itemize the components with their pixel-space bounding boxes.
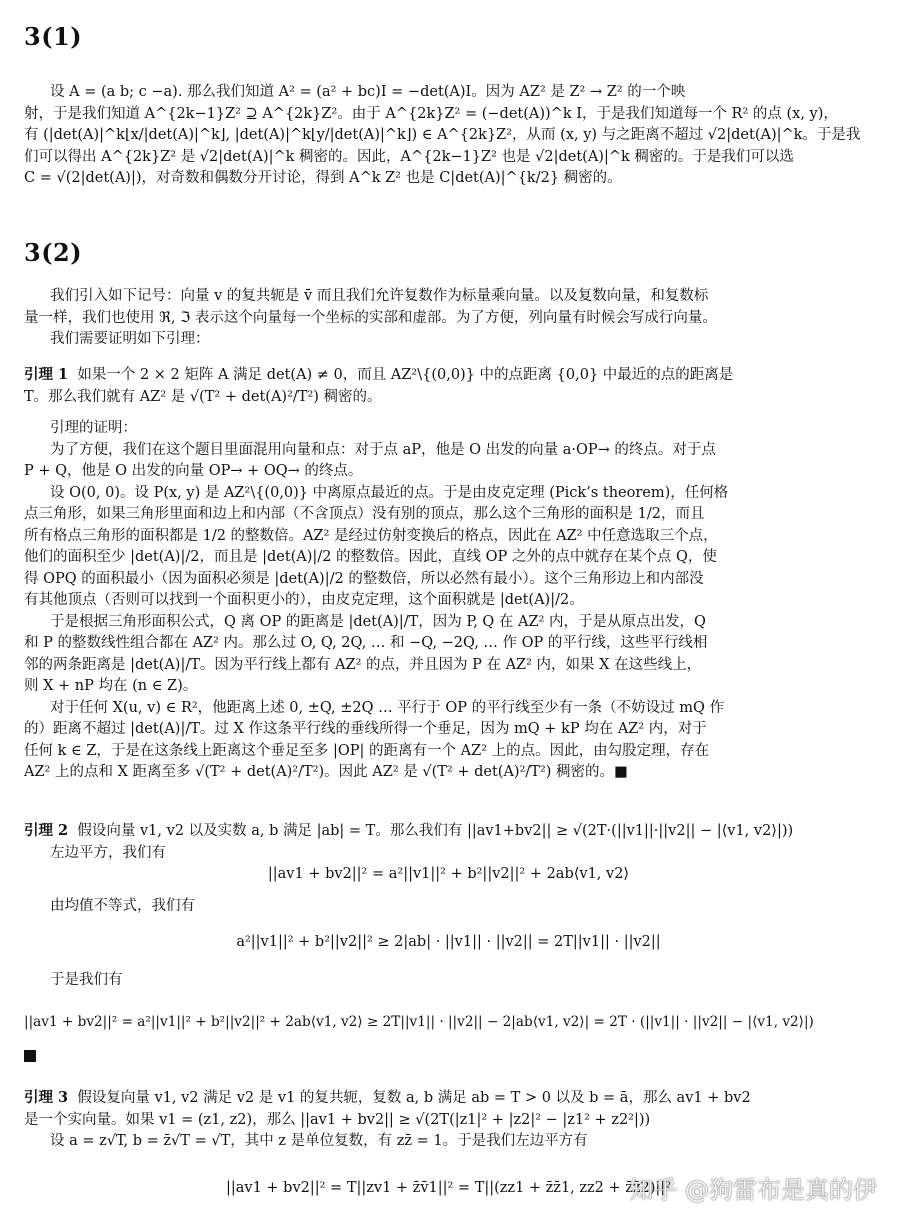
text-line: 他们的面积至少 |det(A)|/2，而且是 |det(A)|/2 的整数倍。因此，直线 OP 之外的点中就存在某个点 Q，使 [24, 549, 717, 565]
text-line: AZ² 上的点和 X 距离至多 √(T² + det(A)²/T²)。因此 AZ² 是 √(T² + det(A)²/T²) 稠密的。■ [24, 764, 628, 780]
lemma-1-proof [24, 418, 873, 784]
text-line: 则 X + nP 均在 (n ∈ Z)。 [24, 678, 198, 694]
text-line: 左边平方，我们有 [50, 844, 166, 861]
text-line: 对于任何 X(u, v) ∈ R²，他距离上述 0, ±Q, ±2Q … 平行于 OP 的平行线至少有一条（不妨设过 mQ 作 [50, 699, 724, 716]
text-line [24, 364, 873, 387]
lemma-2-label: 引理 2 [24, 822, 69, 839]
lemma-2-equation-2: a²||v1||² + b²||v2||² ≥ 2|ab| · ||v1|| · ||v2|| = 2T||v1|| · ||v2|| [236, 934, 661, 950]
text-line: 和 P 的整数线性组合都在 AZ² 内。那么过 O, Q, 2Q, … 和 −Q, −2Q, … 作 OP 的平行线，这些平行线相 [24, 635, 708, 651]
section-heading-3-1: 3(1) [24, 22, 83, 51]
watermark: 知乎 @狗雷布是真的伊 [629, 1176, 877, 1204]
text-line [24, 820, 873, 843]
text-fragment: 假设向量 v1, v2 以及实数 a, b 满足 |ab| = T。那么我们有 ||av1+bv2|| ≥ √(2T·(||v1||·||v2|| − |⟨v1, v2⟩|)) [77, 823, 794, 839]
text-line: 得 OPQ 的面积最小（因为面积必须是 |det(A)|/2 的整数倍，所以必然有最小）。这个三角形边上和内部没 [24, 570, 704, 587]
text-line [24, 1087, 873, 1110]
lemma-1-label: 引理 1 [24, 366, 69, 383]
proof-title: 引理的证明： [50, 420, 137, 436]
text-line: 任何 k ∈ Z，于是在这条线上距离这个垂足至多 |OP| 的距离有一个 AZ² 上的点。因此，由勾股定理，存在 [24, 742, 710, 759]
text-line: 射，于是我们知道 A^{2k−1}Z² ⊇ A^{2k}Z²。由于 A^{2k}Z² = (−det(A))^k I，于是我们知道每一个 R² 的点 (x, y)， [24, 105, 838, 122]
text-line: 们可以得出 A^{2k}Z² 是 √2|det(A)|^k 稠密的。因此，A^{2k−1}Z² 也是 √2|det(A)|^k 稠密的。于是我们可以选 [24, 148, 794, 165]
lemma-3-equation-1: ||av1 + bv2||² = T||zv1 + z̄v̄1||² = T||(zz1 + z̄z̄1, zz2 + z̄z̄2)||² [225, 1180, 672, 1196]
text-line: 我们引入如下记号：向量 v 的复共轭是 v̄ 而且我们允许复数作为标量乘向量。以及复数向量，和复数标 [50, 288, 709, 304]
lemma-3-statement [24, 1087, 873, 1153]
text-line: 有其他顶点（否则可以找到一个面积更小的），由皮克定理，这个面积就是 |det(A)|/2。 [24, 592, 584, 608]
text-line: 设 O(0, 0)。设 P(x, y) 是 AZ²\{(0,0)} 中离原点最近的点。于是由皮克定理 (Pick’s theorem)，任何格 [50, 484, 729, 501]
text-line: 我们需要证明如下引理： [50, 331, 210, 347]
text-fragment: 假设复向量 v1, v2 满足 v2 是 v1 的复共轭，复数 a, b 满足 ab = T > 0 以及 b = ā，那么 av1 + bv2 [77, 1090, 751, 1106]
text-line: 为了方便，我们在这个题目里面混用向量和点：对于点 aP，他是 O 出发的向量 a·OP→ 的终点。对于点 [50, 441, 716, 458]
text-fragment: 如果一个 2 × 2 矩阵 A 满足 det(A) ≠ 0，而且 AZ²\{(0,0)} 中的点距离 {0,0} 中最近的点的距离是 [77, 367, 734, 383]
text-line: 于是我们有 [50, 972, 123, 988]
lemma-1-statement [24, 364, 873, 408]
qed-mark [24, 1050, 36, 1062]
section-3-2-intro [24, 286, 873, 351]
lemma-2-equation-1: ||av1 + bv2||² = a²||v1||² + b²||v2||² + 2ab⟨v1, v2⟩ [267, 866, 630, 882]
text-line: 设 A = (a b; c −a). 那么我们知道 A² = (a² + bc)I = −det(A)I。因为 AZ² 是 Z² → Z² 的一个映 [50, 84, 686, 100]
text-line: C = √(2|det(A)|)，对奇数和偶数分开讨论，得到 A^k Z² 也是 C|det(A)|^{k/2} 稠密的。 [24, 170, 622, 186]
text-line: 所有格点三角形的面积都是 1/2 的整数倍。AZ² 是经过仿射变换后的格点，因此在 AZ² 中任意选取三个点， [24, 527, 718, 544]
text-line: P + Q，他是 O 出发的向量 OP→ + OQ→ 的终点。 [24, 463, 363, 479]
section-3-1-body [24, 82, 873, 190]
text-line: 由均值不等式，我们有 [50, 898, 195, 914]
lemma-2-equation-3: ||av1 + bv2||² = a²||v1||² + b²||v2||² + 2ab⟨v1, v2⟩ ≥ 2T||v1|| · ||v2|| − 2|ab⟨v1, v2⟩| = 2T · (||v1|| · ||v2|| − |⟨v1, v2⟩|) [24, 1014, 814, 1030]
text-line: 是一个实向量。如果 v1 = (z1, z2)，那么 ||av1 + bv2|| ≥ √(2T(|z1|² + |z2|² − |z1² + z2²|)) [24, 1111, 651, 1128]
text-line: 点三角形，如果三角形里面和边上和内部（不含顶点）没有别的顶点，那么这个三角形的面积是 1/2，而且 [24, 506, 705, 522]
text-line: 设 a = z√T, b = z̄√T = √T，其中 z 是单位复数，有 zz̄ = 1。于是我们左边平方有 [50, 1133, 588, 1149]
lemma-2-statement [24, 820, 873, 864]
text-line: 有 (|det(A)|^k⌊x/|det(A)|^k⌋, |det(A)|^k⌊y/|det(A)|^k⌋) ∈ A^{2k}Z²，从而 (x, y) 与之距离不超过 √2|det(A)|^k。于是我 [24, 127, 861, 143]
text-line: 的）距离不超过 |det(A)|/T。过 X 作这条平行线的垂线所得一个垂足，因为 mQ + kP 均在 AZ² 内，对于 [24, 721, 707, 737]
text-line: 邻的两条距离是 |det(A)|/T。因为平行线上都有 AZ² 的点，并且因为 P 在 AZ² 内，如果 X 在这些线上， [24, 656, 702, 673]
text-line: 于是根据三角形面积公式，Q 离 OP 的距离是 |det(A)|/T，因为 P, Q 在 AZ² 内，于是从原点出发，Q [50, 613, 706, 630]
section-heading-3-2: 3(2) [24, 238, 83, 267]
lemma-3-label: 引理 3 [24, 1089, 69, 1106]
text-line: 量一样，我们也使用 ℜ, ℑ 表示这个向量每一个坐标的实部和虚部。为了方便，列向量有时候会写成行向量。 [24, 309, 717, 326]
text-line: T。那么我们就有 AZ² 是 √(T² + det(A)²/T²) 稠密的。 [24, 388, 382, 405]
